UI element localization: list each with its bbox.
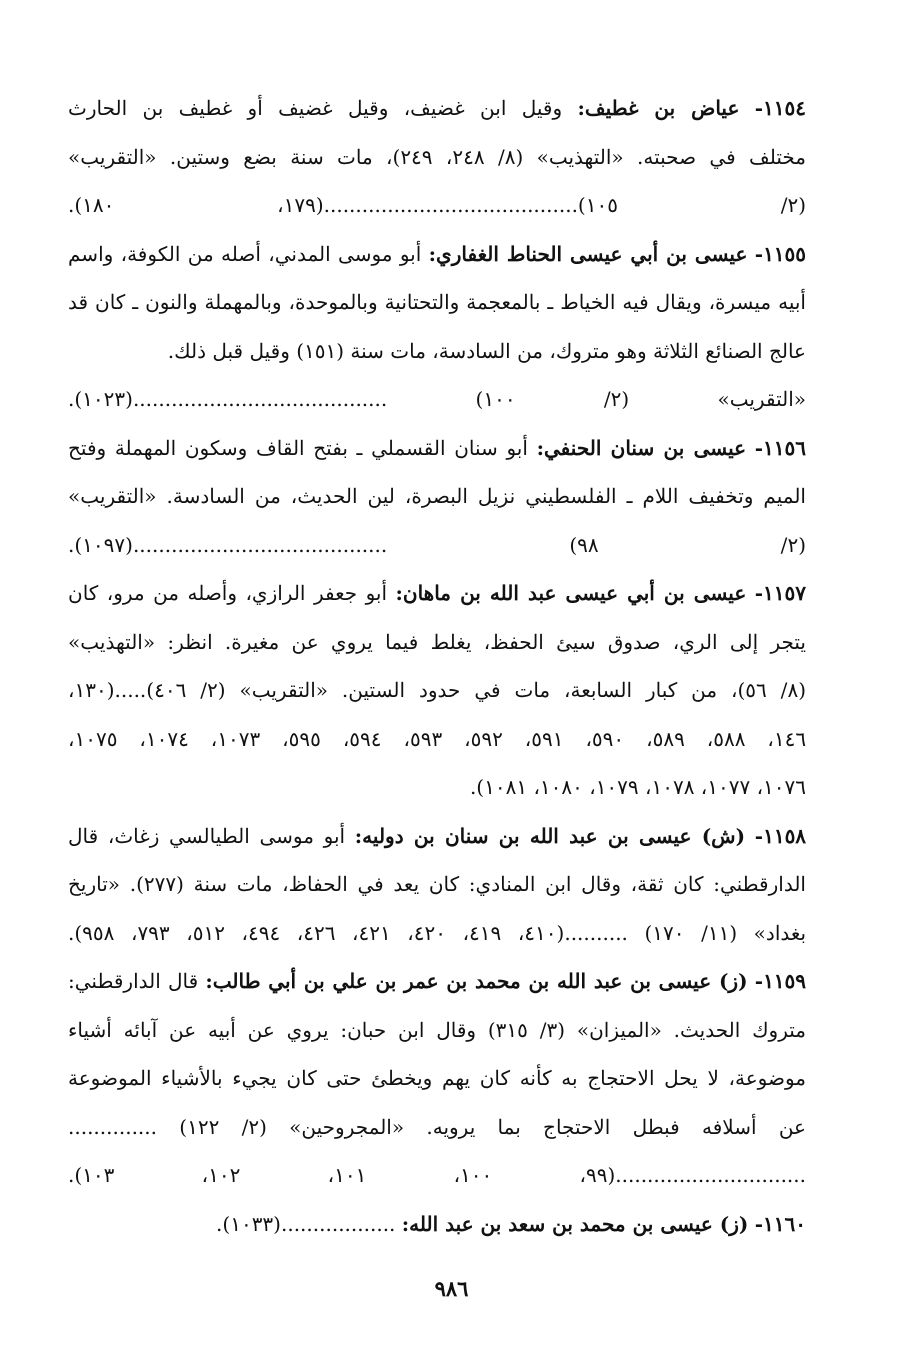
entry-text: قال الدارقطني: <box>68 969 199 993</box>
entry-line: مختلف في صحبته. «التهذيب» (٨/ ٢٤٨، ٢٤٩)، مات سنة بضع وستين. «التقريب» <box>68 144 806 169</box>
entry-name: عياض بن غطيف: <box>577 96 740 120</box>
entry-line: الدارقطني: كان ثقة، وقال ابن المنادي: كان يعد في الحفاظ، مات سنة (٢٧٧). «تاريخ <box>68 872 806 896</box>
entry-line: (٢/ ٩٨) ........................................(١٠٩٧). <box>68 532 806 557</box>
entry-line <box>68 957 806 1006</box>
entry-line: (٨/ ٥٦)، من كبار السابعة، مات في حدود الستين. «التقريب» (٢/ ٤٠٦).....(١٣٠، <box>68 678 806 702</box>
entry-line: متروك الحديث. «الميزان» (٣/ ٣١٥) وقال ابن حبان: يروي عن أبيه عن آبائه أشياء <box>68 1017 806 1042</box>
entry-name: (ز) عيسى بن محمد بن سعد بن عبد الله: <box>401 1211 749 1236</box>
entry-line: موضوعة، لا يحل الاحتجاج به كأنه كان يهم ويخطئ حتى كان يجيء بالأشياء الموضوعة <box>68 1066 806 1090</box>
entry-1155 <box>68 230 806 424</box>
entry-number: ١١٥٥- <box>754 241 806 266</box>
entry-name: عيسى بن أبي عيسى عبد الله بن ماهان: <box>395 581 747 605</box>
document-body <box>68 84 806 1248</box>
entry-line: بغداد» (١١/ ١٧٠) ..........(٤١٠، ٤١٩، ٤٢٠، ٤٢١، ٤٢٦، ٤٩٤، ٥١٢، ٧٩٣، ٩٥٨). <box>68 920 806 945</box>
page-number: ٩٨٦ <box>434 1276 469 1301</box>
entry-1158 <box>68 812 806 958</box>
entry-text: أبو جعفر الرازي، وأصله من مرو، كان <box>68 581 388 605</box>
entry-text: ..................(١٠٣٣). <box>216 1211 396 1236</box>
entry-name: عيسى بن أبي عيسى الحناط الغفاري: <box>428 241 748 266</box>
entry-text: أبو موسى المدني، أصله من الكوفة، واسم <box>68 241 422 266</box>
entry-text: وقيل ابن غضيف، وقيل غضيف أو غطيف بن الحارث <box>68 96 563 120</box>
entry-number: ١١٥٤- <box>754 96 806 120</box>
entry-name: (ش) عيسى بن عبد الله بن سنان بن دوليه: <box>354 823 746 848</box>
entry-1156 <box>68 424 806 570</box>
entry-1154 <box>68 84 806 230</box>
entry-text: أبو موسى الطيالسي زغاث، قال <box>68 823 346 848</box>
entry-line: ١٠٧٦، ١٠٧٧، ١٠٧٨، ١٠٧٩، ١٠٨٠، ١٠٨١). <box>469 775 806 799</box>
entry-1157 <box>68 569 806 812</box>
entry-line <box>68 84 806 133</box>
entry-line: ..............................(٩٩، ١٠٠، ١٠١، ١٠٢، ١٠٣). <box>68 1163 806 1187</box>
entry-line <box>68 812 806 861</box>
entry-line: عن أسلافه فبطل الاحتجاج بما يرويه. «المجروحين» (٢/ ١٢٢) .............. <box>68 1114 806 1139</box>
entry-line <box>68 230 806 279</box>
entry-number: ١١٥٩- <box>754 969 806 993</box>
entry-1159 <box>68 957 806 1200</box>
entry-number: ١١٥٦- <box>754 435 806 460</box>
entry-number: ١١٦٠- <box>754 1211 806 1236</box>
entry-line <box>68 1200 806 1249</box>
entry-1160 <box>68 1200 806 1249</box>
entry-line: أبيه ميسرة، ويقال فيه الخياط ـ بالمعجمة والتحتانية وبالموحدة، وبالمهملة والنون ـ كان قد <box>68 290 806 314</box>
entry-line <box>68 424 806 473</box>
entry-text: أبو سنان القسملي ـ بفتح القاف وسكون المهملة وفتح <box>68 435 528 460</box>
entry-line: عالج الصنائع الثلاثة وهو متروك، من السادسة، مات سنة (١٥١) وقيل قبل ذلك. <box>167 338 806 363</box>
entry-line: (٢/ ١٠٥)........................................(١٧٩، ١٨٠). <box>68 193 806 217</box>
entry-line <box>68 569 806 618</box>
entry-name: (ز) عيسى بن عبد الله بن محمد بن عمر بن علي بن أبي طالب: <box>205 969 748 993</box>
entry-line: الميم وتخفيف اللام ـ الفلسطيني نزيل البصرة، لين الحديث، من السادسة. «التقريب» <box>68 484 806 508</box>
entry-number: ١١٥٧- <box>754 581 806 605</box>
entry-name: عيسى بن سنان الحنفي: <box>536 435 747 460</box>
entry-line: يتجر إلى الري، صدوق سيئ الحفظ، يغلط فيما يروي عن مغيرة. انظر: «التهذيب» <box>68 629 806 654</box>
entry-line: ١٤٦، ٥٨٨، ٥٨٩، ٥٩٠، ٥٩١، ٥٩٢، ٥٩٣، ٥٩٤، ٥٩٥، ١٠٧٣، ١٠٧٤، ١٠٧٥، <box>68 726 806 751</box>
entry-line: «التقريب» (٢/ ١٠٠) ........................................(١٠٢٣). <box>68 387 806 411</box>
entry-number: ١١٥٨- <box>754 823 806 848</box>
